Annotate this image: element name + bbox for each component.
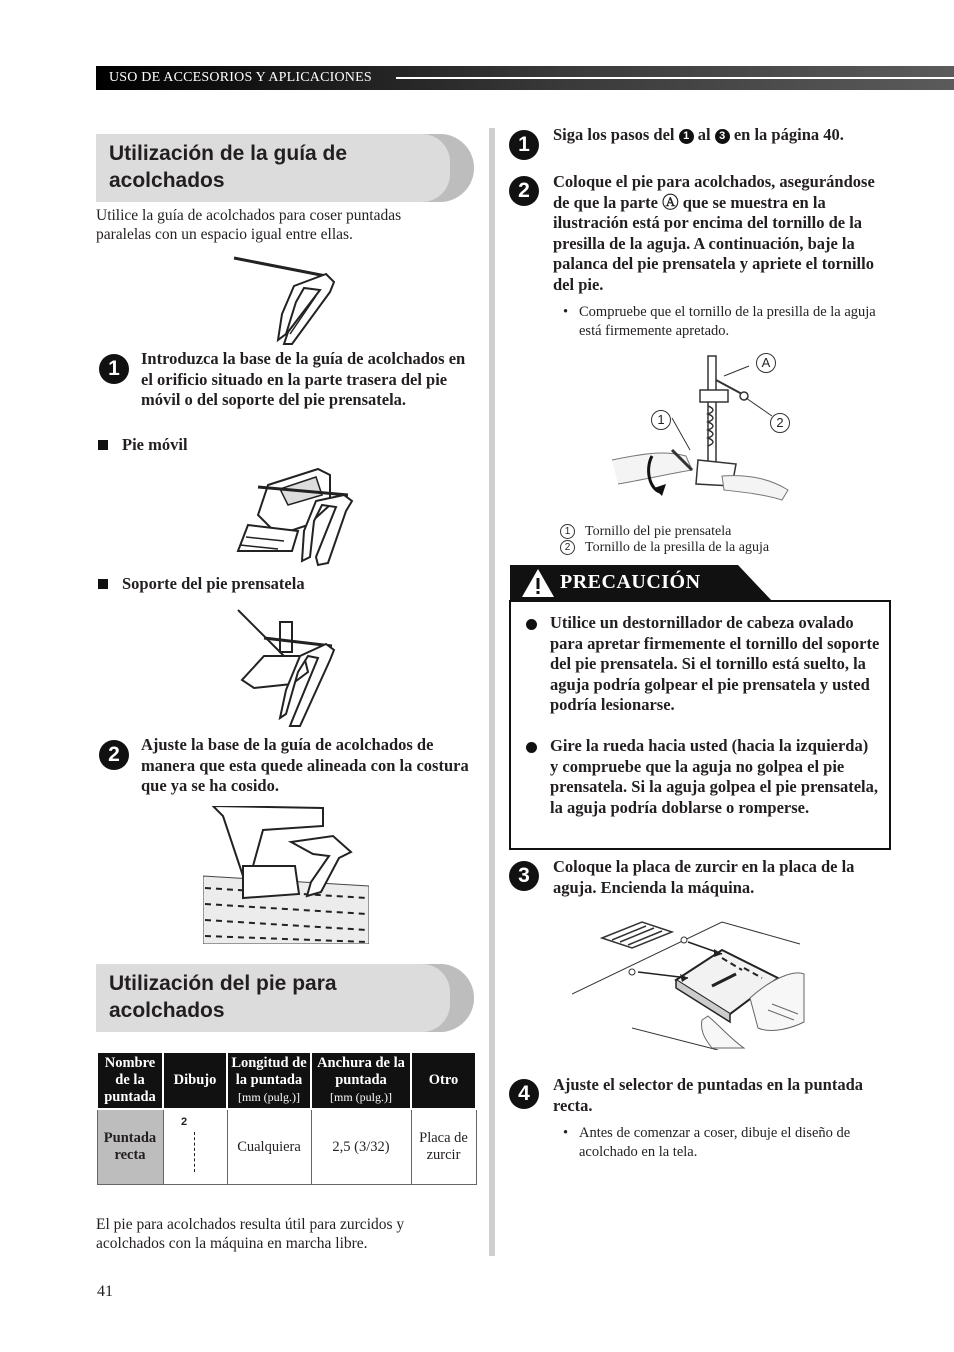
caution-title: PRECAUCIÓN [560, 571, 701, 593]
step1-text-part: Siga los pasos del [553, 125, 675, 144]
step1-text: Introduzca la base de la guía de acolchados en el orificio situado en la parte trasera del pie móvil o del soporte del pie prensatela. [141, 349, 466, 409]
header-section-title: USO DE ACCESORIOS Y APLICACIONES [109, 70, 372, 85]
foot-holder-illustration [234, 606, 340, 730]
caution-item: Utilice un destornillador de cabeza ovalado para apretar firmemente el tornillo del soporte del pie prensatela. Si el tornillo está suelto, la aguja podría golpear el pie prensatela y usted podría lesionarse. [550, 613, 880, 714]
step-number: 2 [509, 176, 539, 206]
stitch-drawing [181, 1116, 205, 1172]
caution-box [509, 600, 891, 850]
unit-text: [mm (pulg.)] [238, 1090, 300, 1104]
legend-item [560, 540, 769, 556]
legend-text: Tornillo de la presilla de la aguja [585, 540, 770, 555]
step-ref-icon: 3 [715, 129, 730, 144]
section1-title-band [96, 134, 474, 202]
step-ref-icon: 1 [679, 129, 694, 144]
table-header [411, 1052, 476, 1109]
caution-item: Gire la rueda hacia usted (hacia la izquierda) y compruebe que la aguja no golpea el pie prensatela. Si la aguja golpea el pie prensatela, la aguja podría doblarse o romperse. [550, 736, 879, 817]
title-cap [422, 964, 474, 1032]
square-bullet-icon [98, 579, 108, 589]
sewing-guide-illustration [203, 806, 369, 944]
straight-stitch-icon [194, 1132, 195, 1172]
bullet-dot-icon [526, 742, 537, 753]
page-header [96, 66, 954, 90]
legend-number-icon: 2 [560, 540, 575, 555]
step2-text: Ajuste la base de la guía de acolchados de manera que esta quede alineada con la costura que ya se ha cosido. [141, 735, 469, 795]
legend-item [560, 524, 731, 540]
stitch-number: 2 [181, 1116, 188, 1128]
table-header [97, 1052, 163, 1109]
table-cell: Puntada recta [97, 1109, 163, 1185]
right-step2-bullet: Compruebe que el tornillo de la presilla de la aguja está firmemente apretado. [579, 304, 876, 339]
stitch-table [96, 1051, 477, 1185]
column-divider [489, 128, 495, 1256]
table-header-row [97, 1052, 476, 1109]
table-header [163, 1052, 227, 1109]
walking-foot-illustration [218, 465, 358, 569]
table-cell: Cualquiera [227, 1109, 311, 1185]
callout-2-icon: 2 [770, 413, 790, 433]
section2-title-band [96, 964, 474, 1032]
section2-outro: El pie para acolchados resulta útil para zurcidos y acolchados con la máquina en marcha libre. [96, 1216, 405, 1252]
step-number: 4 [509, 1079, 539, 1109]
step1-text-part: en la página 40. [733, 125, 844, 144]
table-header-text: Nombre de la puntada [104, 1055, 156, 1105]
right-step2-text: Coloque el pie para acolchados, asegurándose de que la parte Ⓐ que se muestra en la ilustración está por encima del tornillo de la presilla de la aguja. A continuación, baje la palanca del pie prensatela y apriete el tornillo del pie. [553, 172, 875, 294]
bullet-dot: • [563, 1125, 569, 1141]
foot-installation-illustration [612, 350, 792, 522]
table-header [227, 1052, 311, 1109]
right-step4-text: Ajuste el selector de puntadas en la puntada recta. [553, 1075, 864, 1115]
step-number: 3 [509, 861, 539, 891]
quilting-guide-illustration [230, 252, 340, 346]
table-header-text: Dibujo [173, 1072, 217, 1088]
table-header-text: Anchura de la puntada [317, 1055, 405, 1088]
section1-intro: Utilice la guía de acolchados para coser puntadas paralelas con un espacio igual entre ellas. [96, 207, 402, 243]
table-row [97, 1109, 476, 1185]
callout-1-icon: 1 [651, 410, 671, 430]
sub-heading-soporte: Soporte del pie prensatela [122, 574, 305, 593]
section1-title: Utilización de la guía de acolchados [109, 142, 348, 192]
unit-text: [mm (pulg.)] [330, 1090, 392, 1104]
table-header-text: Longitud de la puntada [231, 1055, 307, 1088]
step-number: 2 [99, 740, 129, 770]
right-step4-bullet: Antes de comenzar a coser, dibuje el diseño de acolchado en la tela. [579, 1125, 851, 1160]
table-cell-stitch-drawing [163, 1109, 227, 1185]
table-cell: Placa de zurcir [411, 1109, 476, 1185]
header-rule [396, 77, 954, 79]
step1-text-part: al [697, 125, 711, 144]
darning-plate-illustration [572, 918, 806, 1050]
legend-text: Tornillo del pie prensatela [585, 524, 732, 539]
square-bullet-icon [98, 440, 108, 450]
callout-a-icon: A [756, 353, 776, 373]
step-number: 1 [99, 354, 129, 384]
right-step3-text: Coloque la placa de zurcir en la placa de la aguja. Encienda la máquina. [553, 857, 855, 897]
sub-heading-pie-movil: Pie móvil [122, 435, 188, 454]
title-cap [422, 134, 474, 202]
table-cell: 2,5 (3/32) [311, 1109, 411, 1185]
bullet-dot-icon [526, 619, 537, 630]
right-step1-text [553, 125, 893, 146]
bullet-dot: • [563, 304, 569, 320]
table-header-text: Otro [428, 1072, 459, 1088]
page-number: 41 [97, 1283, 113, 1300]
section2-title: Utilización del pie para acolchados [109, 972, 337, 1022]
legend-number-icon: 1 [560, 524, 575, 539]
table-header [311, 1052, 411, 1109]
step-number: 1 [509, 130, 539, 160]
